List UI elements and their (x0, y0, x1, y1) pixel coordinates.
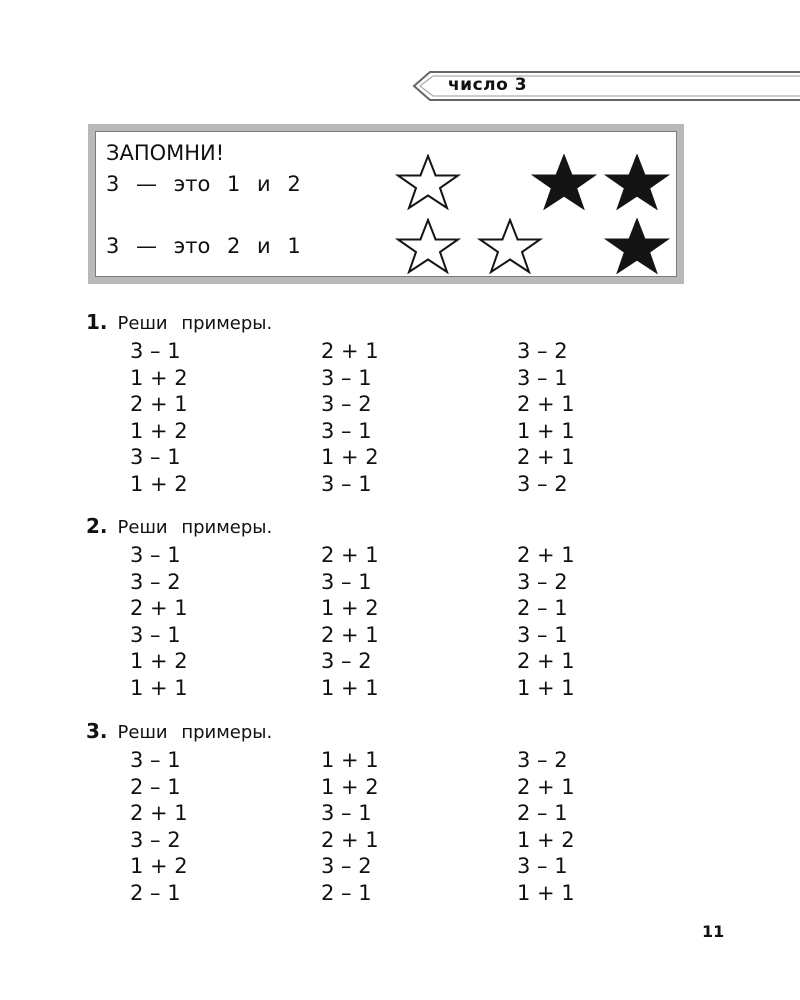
math-expression: 3 – 1 (517, 365, 568, 390)
math-expression: 2 – 1 (517, 596, 568, 621)
math-expression: 1 + 2 (130, 854, 188, 879)
math-expression: 2 + 1 (517, 649, 575, 674)
exercise-2-column-1 (130, 542, 250, 702)
math-expression: 2 + 1 (321, 827, 379, 852)
math-expression: 3 – 2 (321, 854, 372, 879)
exercise-title: Реши примеры. (117, 722, 273, 743)
remember-line-2: 3 — это 2 и 1 (106, 234, 301, 258)
math-expression: 3 – 2 (517, 471, 568, 496)
math-expression: 1 + 2 (517, 827, 575, 852)
math-expression: 3 – 2 (517, 339, 568, 363)
page-number: 11 (702, 922, 725, 941)
exercise-number: 3. (86, 719, 108, 743)
exercise-1-column-1 (130, 338, 250, 498)
math-expression: 2 + 1 (517, 445, 575, 470)
math-expression: 2 + 1 (517, 392, 575, 417)
math-expression: 1 + 2 (130, 418, 188, 443)
exercise-1-column-2 (321, 338, 441, 498)
math-expression: 3 – 1 (321, 418, 372, 443)
math-expression: 3 – 1 (130, 748, 181, 772)
math-expression: 2 – 1 (130, 774, 181, 799)
math-expression: 1 + 1 (321, 748, 379, 772)
section-title: число 3 (448, 75, 528, 95)
remember-title: ЗАПОМНИ! (106, 141, 225, 165)
exercise-3-column-3 (517, 747, 637, 907)
remember-line-1: 3 — это 1 и 2 (106, 172, 301, 196)
math-expression: 3 – 1 (130, 543, 181, 567)
math-expression: 2 + 1 (517, 774, 575, 799)
math-expression: 3 – 1 (517, 622, 568, 647)
star-filled-icon (604, 154, 670, 210)
math-expression: 1 + 2 (130, 365, 188, 390)
math-expression: 3 – 1 (321, 365, 372, 390)
exercise-title: Реши примеры. (117, 313, 273, 334)
math-expression: 1 + 2 (321, 445, 379, 470)
math-expression: 1 + 2 (321, 596, 379, 621)
exercise-title: Реши примеры. (117, 517, 273, 538)
math-expression: 3 – 2 (321, 392, 372, 417)
math-expression: 2 + 1 (321, 339, 379, 363)
math-expression: 3 – 1 (321, 801, 372, 826)
math-expression: 2 + 1 (130, 392, 188, 417)
exercise-2-column-2 (321, 542, 441, 702)
math-expression: 3 – 1 (130, 622, 181, 647)
star-outline-icon (395, 154, 461, 210)
math-expression: 1 + 1 (517, 880, 575, 905)
math-expression: 3 – 2 (130, 569, 181, 594)
math-expression: 1 + 1 (517, 418, 575, 443)
exercise-2-column-3 (517, 542, 637, 702)
math-expression: 2 – 1 (321, 880, 372, 905)
star-filled-icon (604, 218, 670, 274)
math-expression: 2 – 1 (130, 880, 181, 905)
exercise-1-heading (86, 310, 272, 334)
star-outline-icon (477, 218, 543, 274)
star-filled-icon (531, 154, 597, 210)
exercise-2-heading (86, 514, 272, 538)
math-expression: 2 – 1 (517, 801, 568, 826)
math-expression: 1 + 2 (130, 649, 188, 674)
math-expression: 2 + 1 (130, 801, 188, 826)
math-expression: 1 + 2 (130, 471, 188, 496)
math-expression: 3 – 1 (130, 339, 181, 363)
exercise-3-column-2 (321, 747, 441, 907)
exercise-number: 1. (86, 310, 108, 334)
exercise-1-column-3 (517, 338, 637, 498)
star-outline-icon (395, 218, 461, 274)
math-expression: 1 + 1 (130, 675, 188, 700)
exercise-3-heading (86, 719, 272, 743)
math-expression: 3 – 2 (321, 649, 372, 674)
math-expression: 2 + 1 (321, 543, 379, 567)
math-expression: 3 – 1 (321, 471, 372, 496)
math-expression: 2 + 1 (130, 596, 188, 621)
exercise-number: 2. (86, 514, 108, 538)
exercise-3-column-1 (130, 747, 250, 907)
math-expression: 3 – 2 (130, 827, 181, 852)
math-expression: 3 – 2 (517, 748, 568, 772)
math-expression: 3 – 2 (517, 569, 568, 594)
math-expression: 3 – 1 (130, 445, 181, 470)
math-expression: 1 + 1 (517, 675, 575, 700)
math-expression: 1 + 2 (321, 774, 379, 799)
math-expression: 2 + 1 (321, 622, 379, 647)
math-expression: 2 + 1 (517, 543, 575, 567)
math-expression: 3 – 1 (517, 854, 568, 879)
math-expression: 3 – 1 (321, 569, 372, 594)
math-expression: 1 + 1 (321, 675, 379, 700)
section-header-tab (412, 71, 800, 101)
